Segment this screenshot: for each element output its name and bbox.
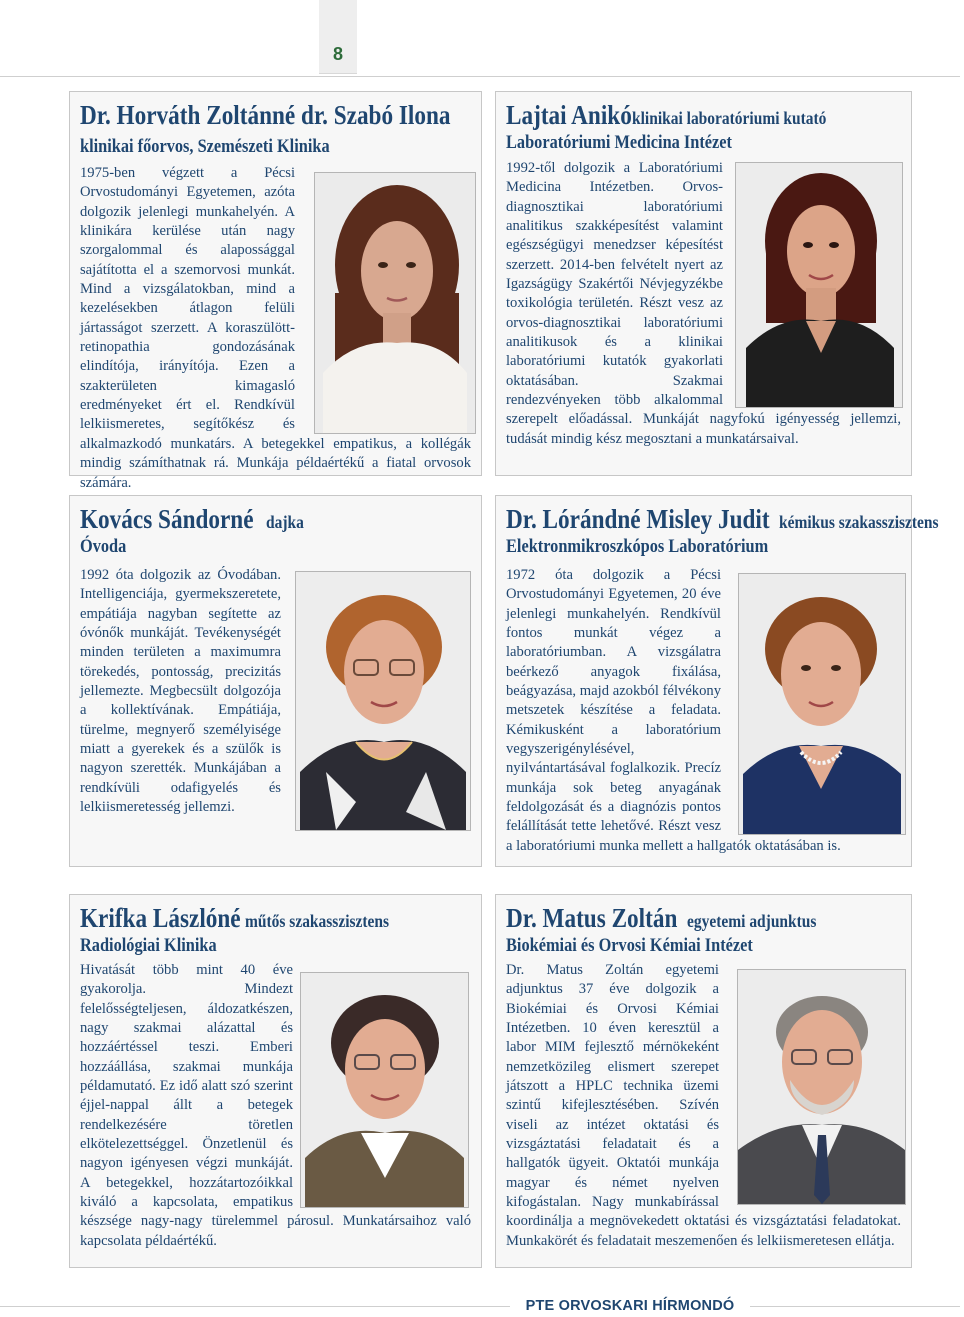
profile-card-horvath [69,91,482,491]
profile-bio-text: Hivatását több mint 40 éve gyakorolja. Mindezt felelősségteljesen, áldozatkészen, nagy szakmai alázattal és hozzáértéssel teszi. Emberi hozzáállása, szakmai munkája példamutató. Ez idő alatt szó szerint éjjel-nappal állt a betegek rendelkezésére töretlen elkötelezettséggel. Önzetlenül és nagyon igényesen végzi munkáját. A betegekkel, hozzátartozóikkal kiváló a kapcsolata, empatikus készsége nagy-nagy türelemmel párosul. Munkatársaihoz való kapcsolata példaértékű. [80,962,471,1249]
profile-card-matus [495,894,912,1268]
profile-name: Dr. Lórándné Misley Judit [506,504,770,534]
header-rule [0,76,960,77]
profile-role: műtős szakasszisztens [244,911,389,931]
portrait-woman-icon [301,973,468,1207]
profile-card-krifka [69,894,482,1268]
profile-bio-text: 1975-ben végzett a Pécsi Orvostudományi Egyetemen, azóta dolgozik jelenlegi munkahelyén. A klinikára kerülése után nagy szorgalommal és alapossággal sajátította el a szemorvosi munkát. Mind a vizsgálatokban, mind a kezelésekben átlagon felüli jártasságot szerzett. A koraszülött-retinopathia gondozásának elindítója, irányítója. Ezen a szakterületen kimagasló eredményeket ért el. Rendkívül lelkiismeretes, segítőkész és alkalmazkodó munkatárs. A betegekkel empatikus, a kollégák mindig számíthatnak rá. Munkája példaértékű a fiatal orvosok számára. [80,165,471,491]
profile-department: Laboratóriumi Medicina Intézet [506,132,733,153]
profile-name-line [80,98,473,137]
profile-role: dajka [265,512,304,532]
page-number-tab [319,0,357,74]
profile-department: Radiológiai Klinika [80,935,217,956]
footer-rule-right [750,1306,960,1307]
portrait-man-icon [738,970,905,1204]
profile-name: Krifka Lászlóné [80,903,241,933]
profile-card-lajtai [495,91,912,476]
portrait-photo-horvath [314,172,476,434]
profile-department: Elektronmikroszkópos Laboratórium [506,536,769,557]
portrait-photo-kovacs [295,571,471,831]
profile-name: Kovács Sándorné [80,504,254,534]
profile-department: Biokémiai és Orvosi Kémiai Intézet [506,935,753,956]
footer-rule-left [0,1306,510,1307]
profile-name: Dr. Horváth Zoltánné dr. Szabó Ilona [80,100,451,130]
portrait-photo-lajtai [735,162,903,408]
profile-role: egyetemi adjunktus [687,911,817,931]
portrait-woman-icon [296,572,470,830]
portrait-photo-krifka [300,972,469,1208]
portrait-woman-icon [736,163,902,407]
publication-name: PTE ORVOSKARI HÍRMONDÓ [516,1296,744,1317]
profile-role: klinikai laboratóriumi kutató [632,108,827,128]
page-number: 8 [332,44,343,64]
profile-bio-text: 1992 óta dolgozik az Óvodában. Intelligenciája, gyermekszeretete, empátiája nagyban segítette az óvónők munkáját. Tevékenységét minden területen a maximumra törekedés, pontosság, precizitás jellemezte. Megbecsült dolgozója a kollektívának. Empátiája, türelme, megnyerő személyisége miatt a gyerekek és a szülők is nagyon szerették. Munkájában a rendkívüli odafigyelés és lelkiismeretesség jellemzi. [80,567,281,816]
profile-card-kovacs [69,495,482,867]
profile-bio-text: 1972 óta dolgozik a Pécsi Orvostudományi Egyetemen, 20 éve jelenlegi munkahelyén. Rendkívül fontos munkát végez a laboratóriumban. A vizsgálatra beérkező anyagok fixálása, beágyazása, majd azokból félvékony metszetek készítése a feladata. Kémikusként a laboratórium vegyszerigénylésével, nyilvántartásával foglalkozik. Precíz munkája sok beteg anyagának feldolgozását és a diagnózis pontos felállítását tette lehetővé. Részt vesz a laboratóriumi munka mellett a hallgatók oktatásában is. [506,567,841,854]
profile-bio-text: 1992-től dolgozik a Laboratóriumi Medicina Intézetben. Orvos-diagnosztikai laboratóriumi analitikus szakképesítést valamint egészségügyi menedzser képesítést szerzett. 2014-ben felvételt nyert az Igazságügy Szakértői Névjegyzékbe toxikológia területén. Részt vesz az orvos-diagnosztikai laboratóriumi analitikusok és a klinikai laboratóriumi kutatók gyakorlati oktatásában. Szakmai rendezvényeken több alkalommal szerepelt előadással. Munkáját nagyfokú igényesség jellemzi, tudását mindig kész megosztani a munkatársaival. [506,160,901,447]
profile-name: Lajtai Anikó [506,100,632,130]
profile-role: kémikus szakasszisztens [778,512,939,532]
profile-department: Óvoda [80,536,127,557]
portrait-photo-matus [737,969,906,1205]
profile-department: klinikai főorvos, Szemészeti Klinika [80,136,330,157]
profile-name: Dr. Matus Zoltán [506,903,678,933]
profile-bio-text: Dr. Matus Zoltán egyetemi adjunktus 37 éve dolgozik a Biokémiai és Orvosi Kémiai Intézetben. 10 éven keresztül a labor MIM fejlesztő mérnökeként nemzetközileg elismert szerepet játszott a HPLC technika üzemi szintű kifejlesztésében. Szívén viseli az intézet oktatási és vizsgáztatási feladatait és a hallgatók ügyeit. Oktatói munkája magyar és német nyelven kifogástalan. Nagy munkabírással koordinálja a megnövekedett oktatási és vizsgáztatási feladatokat. Munkakörét és feladatait meszemenően és lelkiismeretesen ellátja. [506,962,901,1249]
profile-card-lorand [495,495,939,867]
portrait-photo-lorand [738,573,906,835]
portrait-woman-icon [739,574,905,834]
portrait-woman-icon [315,173,475,433]
